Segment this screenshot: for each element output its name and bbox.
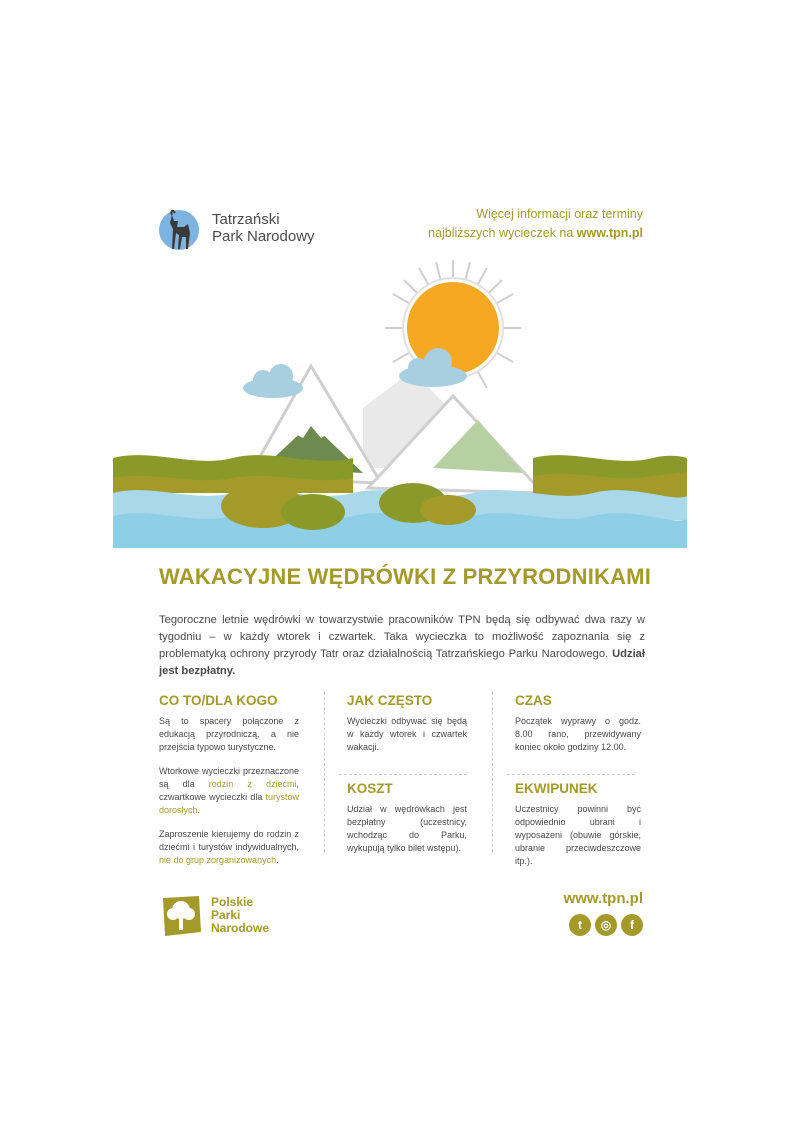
- section-koszt: [347, 782, 467, 866]
- section-paragraph: Wtorkowe wycieczki przeznaczone są dla rodzin z dziećmi, czwartkowe wycieczki dla turystów dorosłych.: [159, 766, 299, 815]
- logo-line2: Park Narodowy: [212, 228, 315, 245]
- website-link[interactable]: www.tpn.pl: [563, 890, 643, 907]
- section-title: CZAS: [515, 693, 552, 708]
- divider-vertical: [324, 692, 325, 852]
- section-czas: [515, 694, 641, 765]
- ppn-line3: Narodowe: [211, 920, 270, 935]
- chamois-icon: [158, 205, 204, 251]
- ppn-line2: Parki: [211, 907, 241, 922]
- highlight-text: turystów dorosłych: [159, 792, 299, 815]
- section-title: KOSZT: [347, 781, 393, 796]
- intro-paragraph: [159, 612, 645, 680]
- section-title: JAK CZĘSTO: [347, 693, 433, 708]
- section-ekwipunek: [515, 782, 641, 879]
- divider-vertical: [492, 692, 493, 852]
- info-text: [428, 205, 643, 243]
- instagram-icon[interactable]: ◎: [595, 914, 617, 936]
- twitter-icon[interactable]: t: [569, 914, 591, 936]
- logo-line1: Tatrzański: [212, 211, 280, 228]
- section-paragraph: Wycieczki odbywać się będą w każdy wtorek i czwartek wakacji.: [347, 716, 467, 752]
- mountain-illustration: [113, 258, 687, 548]
- section-paragraph: Są to spacery połączone z edukacją przyrodniczą, a nie przejścia typowo turystyczne.: [159, 716, 299, 752]
- tpn-logo[interactable]: [158, 205, 315, 251]
- highlight-text: nie do grup zorganizowanych: [159, 855, 277, 865]
- info-url-link[interactable]: www.tpn.pl: [576, 226, 643, 240]
- intro-text: Tegoroczne letnie wędrówki w towarzystwie pracowników TPN będą się odbywać dwa razy w tygodniu – w każdy wtorek i czwartek. Taka wycieczka to możliwość zapoznania się z problematyką ochrony przyrody Tatr oraz działalnością Tatrzańskiego Parku Narodowego.: [159, 614, 645, 660]
- divider-horizontal: [339, 774, 467, 775]
- section-paragraph: Początek wyprawy o godz. 8.00 rano, przewidywany koniec około godziny 12.00.: [515, 716, 641, 752]
- poster: [113, 170, 687, 960]
- facebook-icon[interactable]: f: [621, 914, 643, 936]
- divider-horizontal: [507, 774, 635, 775]
- section-paragraph: Udział w wędrówkach jest bezpłatny (uczestnicy, wchodząc do Parku, wykupują tylko bilet wstępu).: [347, 804, 467, 853]
- tree-icon: [159, 892, 203, 938]
- ppn-logo[interactable]: [159, 892, 269, 938]
- info-line2: najbliższych wycieczek na: [428, 226, 577, 240]
- page-title: WAKACYJNE WĘDRÓWKI Z PRZYRODNIKAMI: [159, 564, 652, 589]
- ppn-line1: Polskie: [211, 894, 254, 909]
- info-line1: Więcej informacji oraz terminy: [476, 207, 643, 221]
- section-jak-czesto: [347, 694, 467, 765]
- highlight-text: rodzin z dziećmi: [208, 779, 297, 789]
- social-links: [569, 914, 643, 936]
- intro-bold: Udział jest bezpłatny.: [159, 648, 646, 677]
- section-title: CO TO/DLA KOGO: [159, 693, 278, 708]
- cloud-left-icon: [243, 364, 303, 398]
- section-co-to: [159, 694, 299, 878]
- section-title: EKWIPUNEK: [515, 781, 598, 796]
- section-paragraph: Uczestnicy powinni być odpowiednio ubrani i wyposażeni (obuwie górskie, ubranie przeciwdeszczowe itp.).: [515, 804, 641, 866]
- section-paragraph: Zaproszenie kierujemy do rodzin z dziećmi i turystów indywidualnych, nie do grup zorganizowanych.: [159, 829, 299, 865]
